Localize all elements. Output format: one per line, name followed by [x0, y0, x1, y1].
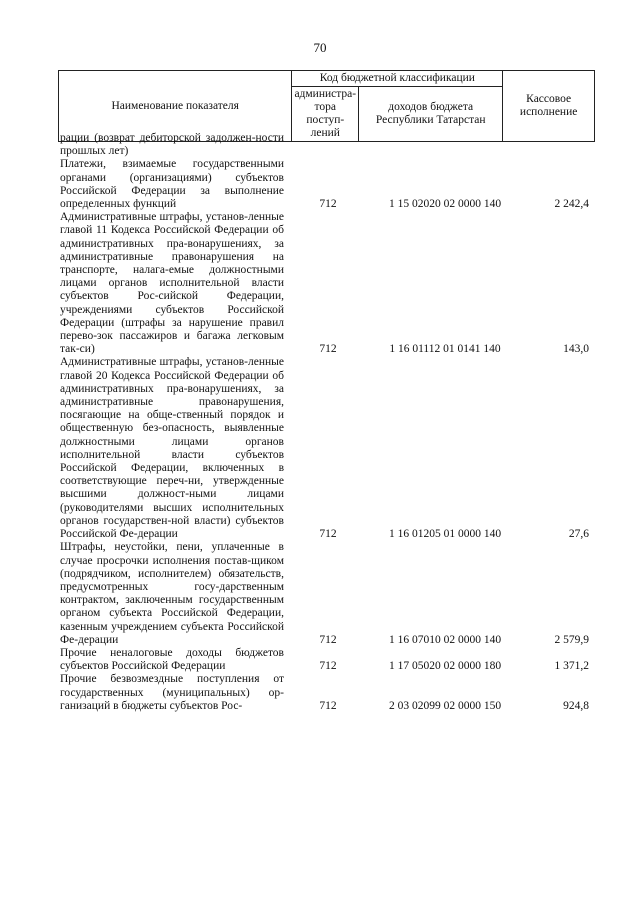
row-name: Штрафы, неустойки, пени, уплаченные в случае просрочки исполнения постав-щиком (подрядчиком, исполнителем) обязательств, предусмотренных госу-дарственным контрактом, заключенным государственным органом субъекта Российской Федерации, казенным учреждением субъекта Российской Фе-дерации [60, 541, 284, 646]
row-code: 1 17 05020 02 0000 180 [388, 660, 502, 673]
row-name: Прочие неналоговые доходы бюджетов субъектов Российской Федерации [60, 646, 284, 673]
header-name: Наименование показателя [59, 71, 292, 142]
header-income: доходов бюджета Республики Татарстан [359, 87, 503, 142]
row-code: 1 16 01112 01 0141 140 [389, 343, 501, 356]
row-cash: 924,8 [563, 699, 589, 712]
row-cash: 1 371,2 [554, 660, 589, 673]
table-row [58, 356, 595, 541]
row-name: рации (возврат дебиторской задолжен-ности прошлых лет) [60, 132, 284, 158]
header-admin: администра-тора поступ-лений [292, 87, 359, 142]
table-row [58, 647, 595, 673]
row-name: Административные штрафы, установ-ленные главой 11 Кодекса Российской Федерации об административных пра-вонарушениях, за административные правонарушения на транспорте, налага-емые должностными лицами органов исполнительной власти субъектов Рос-сийской Федерации, учреждениями субъектов Российской Федерации (штрафы за нарушение правил перево-зок пассажиров и багажа легковым так-си) [60, 211, 284, 356]
row-admin: 712 [319, 528, 337, 541]
row-cash: 2 579,9 [554, 633, 589, 646]
row-code: 1 16 01205 01 0000 140 [388, 528, 502, 541]
header-code-group: Код бюджетной классификации [292, 71, 503, 87]
row-code: 2 03 02099 02 0000 150 [388, 699, 502, 712]
row-code: 1 15 02020 02 0000 140 [388, 198, 502, 211]
row-admin: 712 [319, 198, 337, 211]
row-cash: 2 242,4 [554, 198, 589, 211]
page-number: 70 [313, 40, 327, 55]
row-code: 1 16 07010 02 0000 140 [388, 633, 502, 646]
row-admin: 712 [319, 633, 337, 646]
row-cash: 143,0 [563, 343, 589, 356]
row-admin: 712 [319, 343, 337, 356]
table-row [58, 541, 595, 647]
table-row [58, 673, 595, 713]
table-body [58, 132, 595, 713]
table-row [58, 211, 595, 356]
row-name: Административные штрафы, установ-ленные главой 20 Кодекса Российской Федерации об административных пра-вонарушениях, за административные правонарушения, посягающие на обще-ственный порядок и общественную без-опасность, выявленные должностными лицами органов исполнительной власти субъектов Российской Федерации, включенных в соответствующие переч-ни, утвержденные высшими должност-ными лицами (руководителями высших исполнительных органов государствен-ной власти) субъектов Российской Фе-дерации [60, 356, 284, 541]
row-name: Прочие безвозмездные поступления от государственных (муниципальных) ор-ганизаций в бюджеты субъектов Рос- [60, 673, 284, 712]
row-cash: 27,6 [568, 528, 589, 541]
table-row [58, 132, 595, 158]
header-cash: Кассовое исполнение [503, 71, 595, 142]
row-name: Платежи, взимаемые государственными органами (организациями) субъектов Российской Федерации за выполнение определенных функций [60, 158, 284, 211]
row-admin: 712 [319, 660, 337, 673]
table-row [58, 158, 595, 211]
row-admin: 712 [319, 699, 337, 712]
